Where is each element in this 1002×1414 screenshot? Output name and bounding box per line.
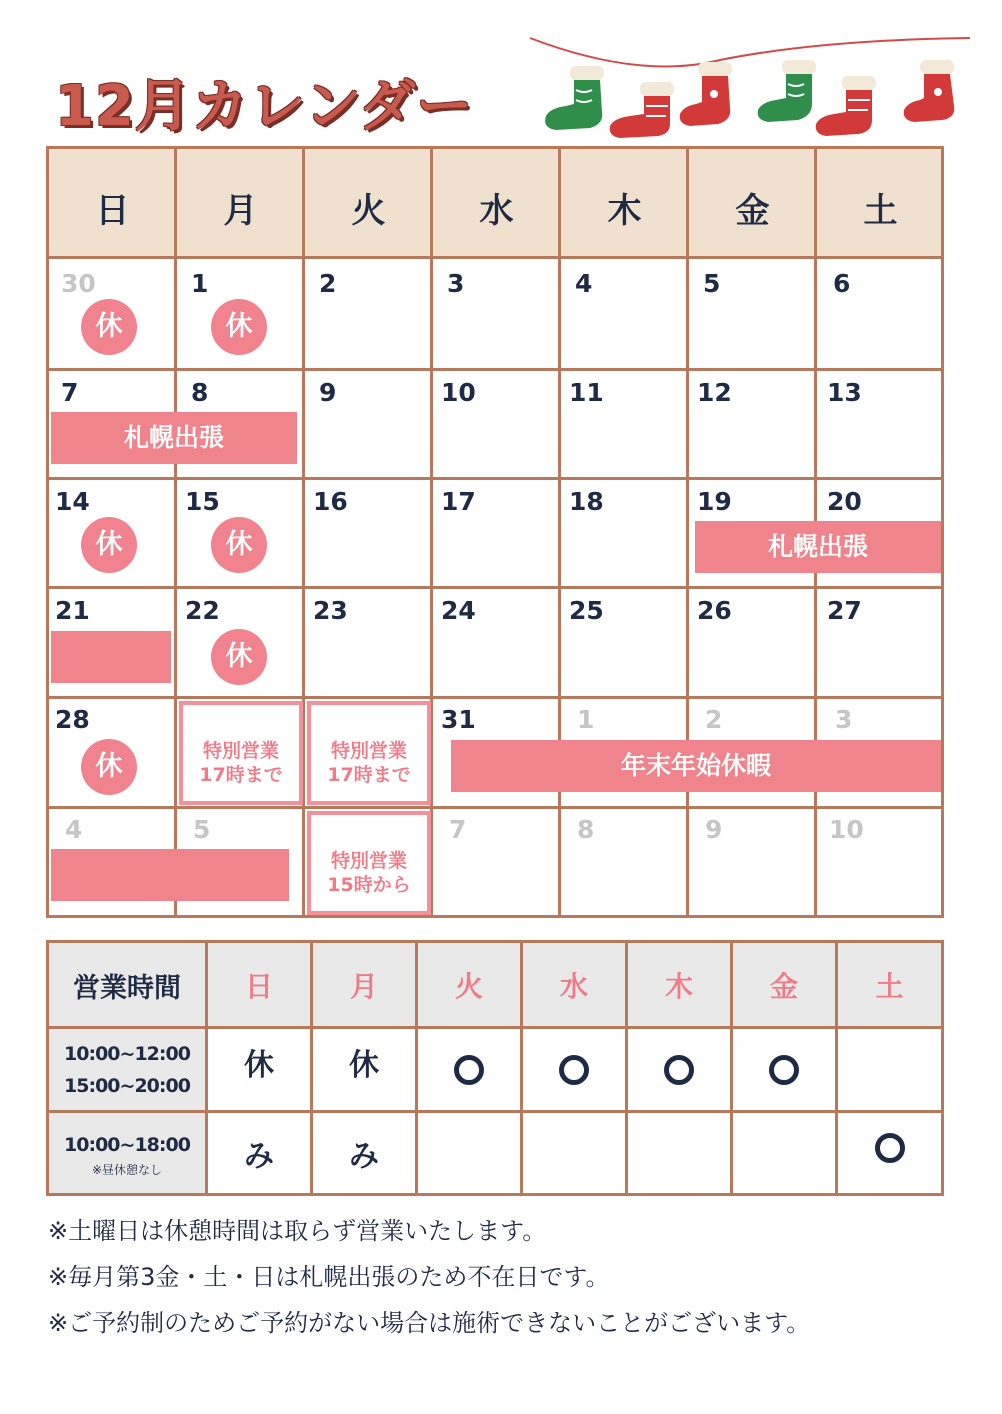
red-stocking-icon: [904, 60, 955, 122]
special-hours-box: [179, 701, 303, 805]
day-number: 27: [827, 596, 862, 625]
red-stocking-icon: [816, 76, 876, 136]
weekday-label-wed: 水: [479, 191, 514, 231]
weekday-label-tue: 火: [351, 191, 386, 231]
open-circle-icon: [875, 1133, 905, 1163]
day-number: 1: [191, 269, 209, 298]
closed-badge: 休: [81, 517, 137, 573]
weekday-label-mon: 月: [223, 191, 258, 231]
open-mark: [838, 1113, 941, 1183]
time-range: 15:00~20:00: [64, 1074, 190, 1097]
new-year-holiday-bar: 年末年始休暇: [451, 740, 941, 792]
open-circle-icon: [769, 1055, 799, 1085]
closed-mark: 休: [244, 1048, 274, 1083]
footer-notes: [48, 1208, 988, 1346]
day-number: 23: [313, 596, 348, 625]
closed-badge: 休: [81, 739, 137, 795]
special-hours-time: 17時まで: [199, 764, 283, 786]
day-number: 8: [191, 378, 209, 407]
day-number: 10: [829, 815, 864, 844]
day-number: 31: [441, 705, 476, 734]
special-hours-box: [307, 811, 431, 915]
day-number: 14: [55, 487, 90, 516]
day-number: 5: [703, 269, 721, 298]
day-number: 7: [61, 378, 79, 407]
day-number: 2: [319, 269, 337, 298]
time-range-cell: [49, 1029, 205, 1110]
special-hours-box: [307, 701, 431, 805]
time-range-cell: [49, 1113, 205, 1193]
page-title: 12月カレンダー: [55, 74, 474, 139]
day-number: 1: [577, 705, 595, 734]
stocking-garland-icon: [520, 20, 980, 150]
day-number: 13: [827, 378, 862, 407]
hours-weekday: 土: [875, 970, 904, 1003]
day-number: 28: [55, 705, 90, 734]
month-calendar: [46, 146, 944, 918]
day-number: 15: [185, 487, 220, 516]
day-number: 30: [61, 269, 96, 298]
day-number: 7: [449, 815, 467, 844]
day-number: 21: [55, 596, 90, 625]
day-number: 26: [697, 596, 732, 625]
day-number: 2: [705, 705, 723, 734]
hours-weekday: 金: [769, 970, 798, 1003]
time-range: 10:00~18:00: [64, 1133, 190, 1156]
closed-mark: み: [244, 1139, 274, 1174]
day-number: 3: [447, 269, 465, 298]
red-stocking-icon: [680, 62, 732, 126]
day-number: 10: [441, 378, 476, 407]
open-circle-icon: [559, 1055, 589, 1085]
open-mark: [628, 1029, 730, 1110]
closed-badge: 休: [211, 299, 267, 355]
closed-badge: 休: [211, 517, 267, 573]
day-number: 17: [441, 487, 476, 516]
day-number: 19: [697, 487, 732, 516]
day-number: 5: [193, 815, 211, 844]
note-line: ※毎月第3金・土・日は札幌出張のため不在日です。: [48, 1263, 610, 1291]
day-number: 9: [319, 378, 337, 407]
day-number: 8: [577, 815, 595, 844]
event-bar: [51, 631, 171, 683]
red-stocking-icon: [610, 82, 674, 138]
day-number: 24: [441, 596, 476, 625]
day-number: 18: [569, 487, 604, 516]
open-circle-icon: [664, 1055, 694, 1085]
closed-badge: 休: [81, 299, 137, 355]
day-number: 11: [569, 378, 604, 407]
closed-badge: 休: [211, 629, 267, 685]
time-note: ※昼休憩なし: [91, 1162, 163, 1177]
day-number: 20: [827, 487, 862, 516]
hours-weekday: 日: [244, 970, 273, 1003]
green-stocking-icon: [545, 66, 604, 130]
hours-weekday: 木: [664, 970, 693, 1003]
day-number: 4: [575, 269, 593, 298]
open-mark: [733, 1029, 835, 1110]
business-hours-table: [46, 940, 944, 1196]
open-mark: [418, 1029, 520, 1110]
day-number: 4: [65, 815, 83, 844]
weekday-label-thu: 木: [607, 191, 642, 231]
day-number: 25: [569, 596, 604, 625]
open-circle-icon: [454, 1055, 484, 1085]
event-bar: [51, 849, 289, 901]
sapporo-trip-bar: 札幌出張: [51, 412, 297, 464]
day-number: 3: [835, 705, 853, 734]
hours-weekday: 月: [349, 970, 378, 1003]
special-hours-time: 17時まで: [327, 764, 411, 786]
day-number: 16: [313, 487, 348, 516]
note-line: ※土曜日は休憩時間は取らず営業いたします。: [48, 1217, 547, 1245]
day-number: 22: [185, 596, 220, 625]
day-number: 12: [697, 378, 732, 407]
note-line: ※ご予約制のためご予約がない場合は施術できないことがございます。: [48, 1309, 811, 1337]
special-hours-title: 特別営業: [330, 850, 407, 872]
day-number: 9: [705, 815, 723, 844]
time-range: 10:00~12:00: [64, 1042, 190, 1065]
hours-weekday: 水: [559, 970, 588, 1003]
special-hours-title: 特別営業: [330, 740, 407, 762]
sapporo-trip-bar: 札幌出張: [695, 521, 941, 573]
closed-mark: み: [349, 1139, 379, 1174]
special-hours-time: 15時から: [327, 874, 411, 896]
hours-header-label: 営業時間: [73, 972, 181, 1004]
weekday-label-sat: 土: [863, 191, 898, 231]
hours-weekday: 火: [454, 970, 483, 1003]
day-number: 6: [833, 269, 851, 298]
green-stocking-icon: [758, 60, 816, 122]
open-mark: [523, 1029, 625, 1110]
special-hours-title: 特別営業: [202, 740, 279, 762]
weekday-label-sun: 日: [95, 191, 130, 231]
closed-mark: 休: [349, 1048, 379, 1083]
weekday-label-fri: 金: [735, 191, 770, 231]
